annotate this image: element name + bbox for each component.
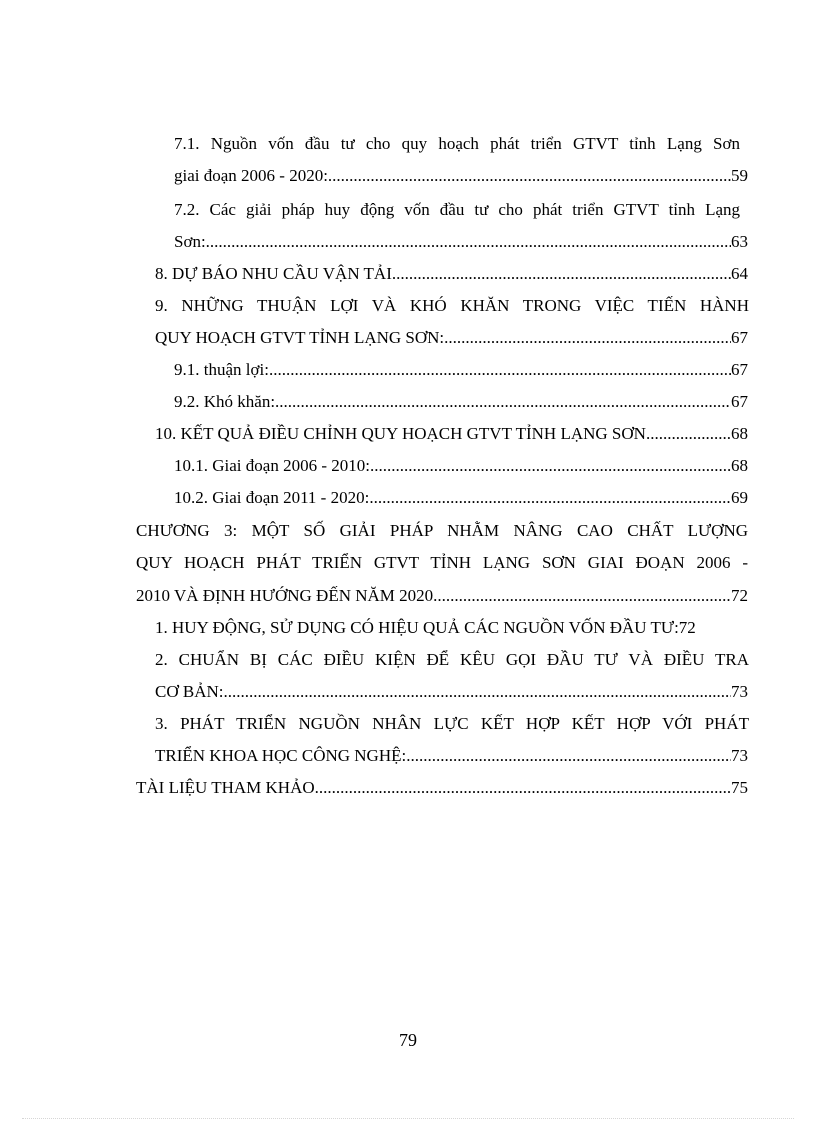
toc-entry-7-1-line-1: 7.1. Nguồn vốn đầu tư cho quy hoạch phát triển GTVT tỉnh Lạng Sơn xyxy=(174,134,740,153)
toc-entry-10-1-page: 68 xyxy=(731,456,748,475)
toc-section-2-line-1: 2. CHUẨN BỊ CÁC ĐIỀU KIỆN ĐỂ KÊU GỌI ĐẦU TƯ VÀ ĐIỀU TRA xyxy=(155,650,749,669)
toc-entry-7-2-line-2[interactable] xyxy=(174,226,748,258)
toc-entry-10-2-page: 69 xyxy=(731,488,748,507)
toc-section-3-page: 73 xyxy=(731,746,748,765)
toc-entry-10-2-title: 10.2. Giai đoạn 2011 - 2020: xyxy=(174,488,370,507)
toc-references-page: 75 xyxy=(731,778,748,797)
toc-section-3-line-1: 3. PHÁT TRIỂN NGUỒN NHÂN LỰC KẾT HỢP KẾT HỢP VỚI PHÁT xyxy=(155,714,749,733)
toc-chapter-3-line-2: QUY HOẠCH PHÁT TRIỂN GTVT TỈNH LẠNG SƠN GIAI ĐOẠN 2006 - xyxy=(136,553,748,572)
toc-section-3-line-2[interactable] xyxy=(155,740,748,772)
toc-entry-10[interactable] xyxy=(155,418,748,450)
dot-leader xyxy=(433,580,731,612)
dot-leader xyxy=(369,482,731,514)
toc-entry-7-2-line-1: 7.2. Các giải pháp huy động vốn đầu tư cho phát triển GTVT tỉnh Lạng xyxy=(174,200,740,219)
dot-leader xyxy=(370,450,731,482)
toc-entry-9-2-title: 9.2. Khó khăn: xyxy=(174,392,276,411)
toc-entry-8[interactable] xyxy=(155,258,748,290)
page-number: 79 xyxy=(399,1030,417,1050)
toc-entry-8-page: 64 xyxy=(731,264,748,283)
toc-section-1[interactable] xyxy=(155,612,752,644)
toc-section-2-title: CƠ BẢN: xyxy=(155,682,224,701)
toc-entry-7-2-title: Sơn: xyxy=(174,232,206,251)
toc-entry-7-1-line-2[interactable] xyxy=(174,160,748,192)
toc-entry-10-1-title: 10.1. Giai đoạn 2006 - 2010: xyxy=(174,456,370,475)
toc-chapter-3-line-3[interactable] xyxy=(136,580,748,612)
toc-section-2-page: 73 xyxy=(731,682,748,701)
toc-entry-10-2[interactable] xyxy=(174,482,748,514)
toc-entry-9-line-1: 9. NHỮNG THUẬN LỢI VÀ KHÓ KHĂN TRONG VIỆC TIẾN HÀNH xyxy=(155,296,749,315)
dot-leader xyxy=(206,226,731,258)
toc-entry-9-1-title: 9.1. thuận lợi: xyxy=(174,360,269,379)
toc-entry-8-title: 8. DỰ BÁO NHU CẦU VẬN TẢI xyxy=(155,264,392,283)
toc-section-2-line-2[interactable] xyxy=(155,676,748,708)
toc-entry-9-1[interactable] xyxy=(174,354,748,386)
toc-chapter-3-line-1: CHƯƠNG 3: MỘT SỐ GIẢI PHÁP NHẰM NÂNG CAO CHẤT LƯỢNG xyxy=(136,521,748,540)
toc-entry-10-title: 10. KẾT QUẢ ĐIỀU CHỈNH QUY HOẠCH GTVT TỈNH LẠNG SƠN xyxy=(155,424,646,443)
toc-references-title: TÀI LIỆU THAM KHẢO xyxy=(136,778,315,797)
toc-chapter-3-title: 2010 VÀ ĐỊNH HƯỚNG ĐẾN NĂM 2020 xyxy=(136,586,434,605)
dot-leader xyxy=(269,354,731,386)
toc-section-3-title: TRIỂN KHOA HỌC CÔNG NGHỆ: xyxy=(155,746,407,765)
dot-leader xyxy=(444,322,731,354)
toc-references[interactable] xyxy=(136,772,748,804)
dot-leader xyxy=(223,676,731,708)
toc-entry-10-page: 68 xyxy=(731,424,748,443)
toc-entry-7-1-page: 59 xyxy=(731,166,748,185)
dot-leader xyxy=(315,772,731,804)
toc-section-1-title: 1. HUY ĐỘNG, SỬ DỤNG CÓ HIỆU QUẢ CÁC NGUỒN VỐN ĐẦU TƯ: xyxy=(155,618,679,637)
dot-leader xyxy=(328,160,731,192)
toc-entry-9-title: QUY HOẠCH GTVT TỈNH LẠNG SƠN: xyxy=(155,328,445,347)
dot-leader xyxy=(646,418,731,450)
toc-entry-9-page: 67 xyxy=(731,328,748,347)
toc-section-1-page: 72 xyxy=(678,618,696,637)
dot-leader xyxy=(392,258,731,290)
toc-entry-9-2-page: 67 xyxy=(731,392,748,411)
toc-entry-10-1[interactable] xyxy=(174,450,748,482)
toc-entry-9-2[interactable] xyxy=(174,386,748,418)
toc-entry-7-1-title: giai đoạn 2006 - 2020: xyxy=(174,166,328,185)
toc-entry-7-2-page: 63 xyxy=(731,232,748,251)
toc-entry-9-line-2[interactable] xyxy=(155,322,748,354)
toc-chapter-3-page: 72 xyxy=(731,586,748,605)
toc-entry-9-1-page: 67 xyxy=(731,360,748,379)
page-bottom-divider xyxy=(22,1118,794,1119)
dot-leader xyxy=(406,740,731,772)
dot-leader xyxy=(275,386,731,418)
